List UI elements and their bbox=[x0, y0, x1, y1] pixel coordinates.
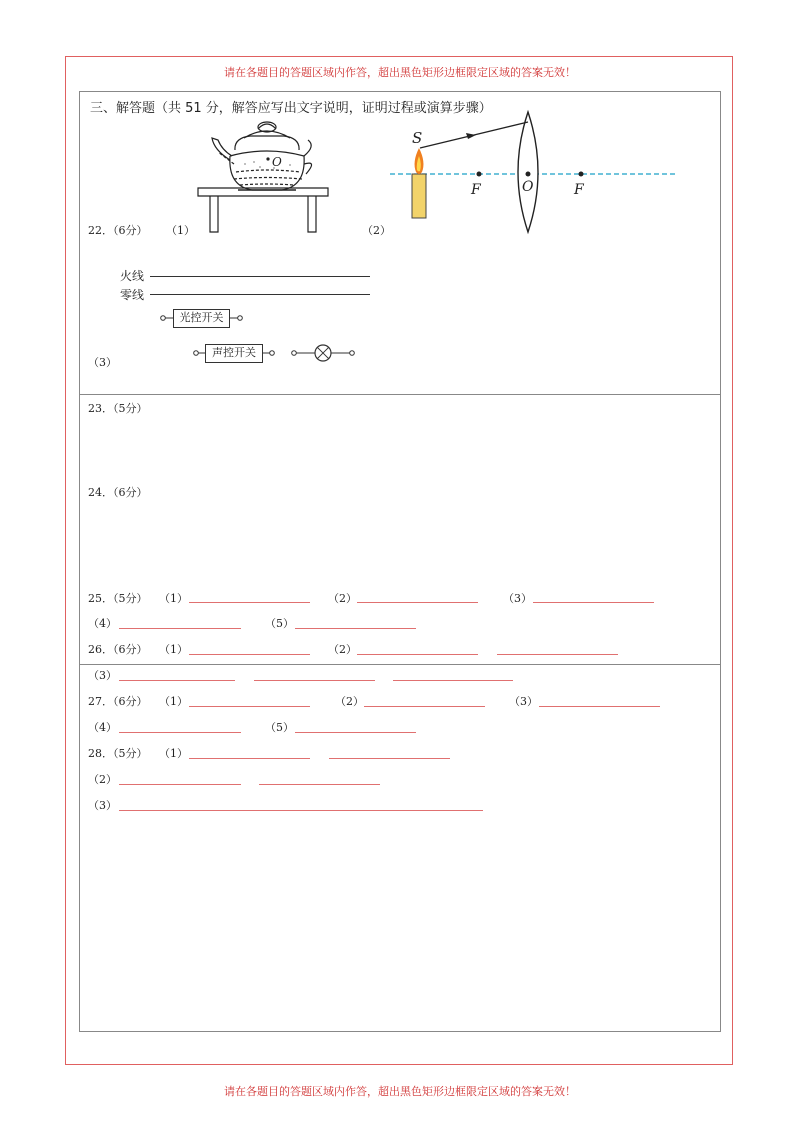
q27-p4-label: （4） bbox=[88, 721, 117, 734]
lens-figure bbox=[390, 108, 690, 238]
q25-p5-label: （5） bbox=[265, 617, 294, 630]
live-wire bbox=[150, 276, 370, 277]
answer-box-23-26 bbox=[79, 394, 721, 665]
q27-answer-3[interactable] bbox=[539, 706, 660, 707]
q27-p2-label: （2） bbox=[335, 695, 364, 708]
label-F-right: F bbox=[574, 182, 584, 198]
q25-answer-2[interactable] bbox=[357, 602, 478, 603]
q26-answer-2b[interactable] bbox=[497, 654, 618, 655]
label-O: O bbox=[522, 179, 534, 195]
ray-arrow-icon bbox=[466, 133, 476, 139]
q25-answer-1[interactable] bbox=[189, 602, 310, 603]
q27-p1-label: （1） bbox=[159, 695, 188, 708]
q27-number: 27．（6分） bbox=[88, 695, 148, 708]
q25-answer-3[interactable] bbox=[533, 602, 654, 603]
candle-body bbox=[412, 174, 426, 218]
q26-answer-1[interactable] bbox=[189, 654, 310, 655]
q28-p1-label: （1） bbox=[159, 747, 188, 760]
label-F-left: F bbox=[471, 182, 481, 198]
section-heading: 三、解答题（共 51 分，解答应写出文字说明，证明过程或演算步骤） bbox=[90, 101, 492, 116]
q26-answer-3b[interactable] bbox=[254, 680, 375, 681]
sound-control-switch: 声控开关 bbox=[205, 344, 263, 363]
q22-part1-label: （1） bbox=[166, 224, 195, 237]
q25-p3-label: （3） bbox=[503, 592, 532, 605]
q25-p2-label: （2） bbox=[328, 592, 357, 605]
q28-p2-label: （2） bbox=[88, 773, 117, 786]
q26-answer-3c[interactable] bbox=[393, 680, 513, 681]
q26-answer-3a[interactable] bbox=[119, 680, 235, 681]
q24-number: 24．（6分） bbox=[88, 486, 148, 499]
q26-answer-2a[interactable] bbox=[357, 654, 478, 655]
q25-answer-4[interactable] bbox=[119, 628, 241, 629]
q26-p2-label: （2） bbox=[328, 643, 357, 656]
q25-answer-5[interactable] bbox=[295, 628, 416, 629]
q22-part3-label: （3） bbox=[88, 356, 117, 369]
neutral-wire-label: 零线 bbox=[120, 288, 145, 302]
light-control-switch: 光控开关 bbox=[173, 309, 230, 328]
q22-number: 22．（6分） bbox=[88, 224, 148, 237]
q27-answer-2[interactable] bbox=[364, 706, 485, 707]
teapot-figure bbox=[190, 116, 340, 236]
q25-number: 25．（5分） bbox=[88, 592, 148, 605]
q28-number: 28．（5分） bbox=[88, 747, 148, 760]
answer-box-26-28 bbox=[79, 664, 721, 1032]
teapot-point-label: O bbox=[272, 155, 282, 169]
q27-answer-4[interactable] bbox=[119, 732, 241, 733]
q25-p4-label: （4） bbox=[88, 617, 117, 630]
q27-answer-5[interactable] bbox=[295, 732, 416, 733]
q26-p1-label: （1） bbox=[159, 643, 188, 656]
notice-top: 请在各题目的答题区域内作答，超出黑色矩形边框限定区域的答案无效！ bbox=[224, 66, 576, 79]
q25-p1-label: （1） bbox=[159, 592, 188, 605]
q28-answer-1b[interactable] bbox=[329, 758, 450, 759]
q27-answer-1[interactable] bbox=[189, 706, 310, 707]
q28-answer-2b[interactable] bbox=[259, 784, 380, 785]
live-wire-label: 火线 bbox=[120, 269, 145, 283]
q23-number: 23．（5分） bbox=[88, 402, 148, 415]
q28-answer-2a[interactable] bbox=[119, 784, 241, 785]
q26-p3-label: （3） bbox=[88, 669, 117, 682]
notice-bottom: 请在各题目的答题区域内作答，超出黑色矩形边框限定区域的答案无效！ bbox=[224, 1085, 576, 1098]
lamp-icon bbox=[291, 343, 357, 363]
q26-number: 26．（6分） bbox=[88, 643, 148, 656]
q28-answer-1a[interactable] bbox=[189, 758, 310, 759]
q28-p3-label: （3） bbox=[88, 799, 117, 812]
q27-p5-label: （5） bbox=[265, 721, 294, 734]
neutral-wire bbox=[150, 294, 370, 295]
q27-p3-label: （3） bbox=[509, 695, 538, 708]
label-S: S bbox=[412, 129, 423, 147]
q28-answer-3[interactable] bbox=[119, 810, 483, 811]
q22-part2-label: （2） bbox=[362, 224, 391, 237]
